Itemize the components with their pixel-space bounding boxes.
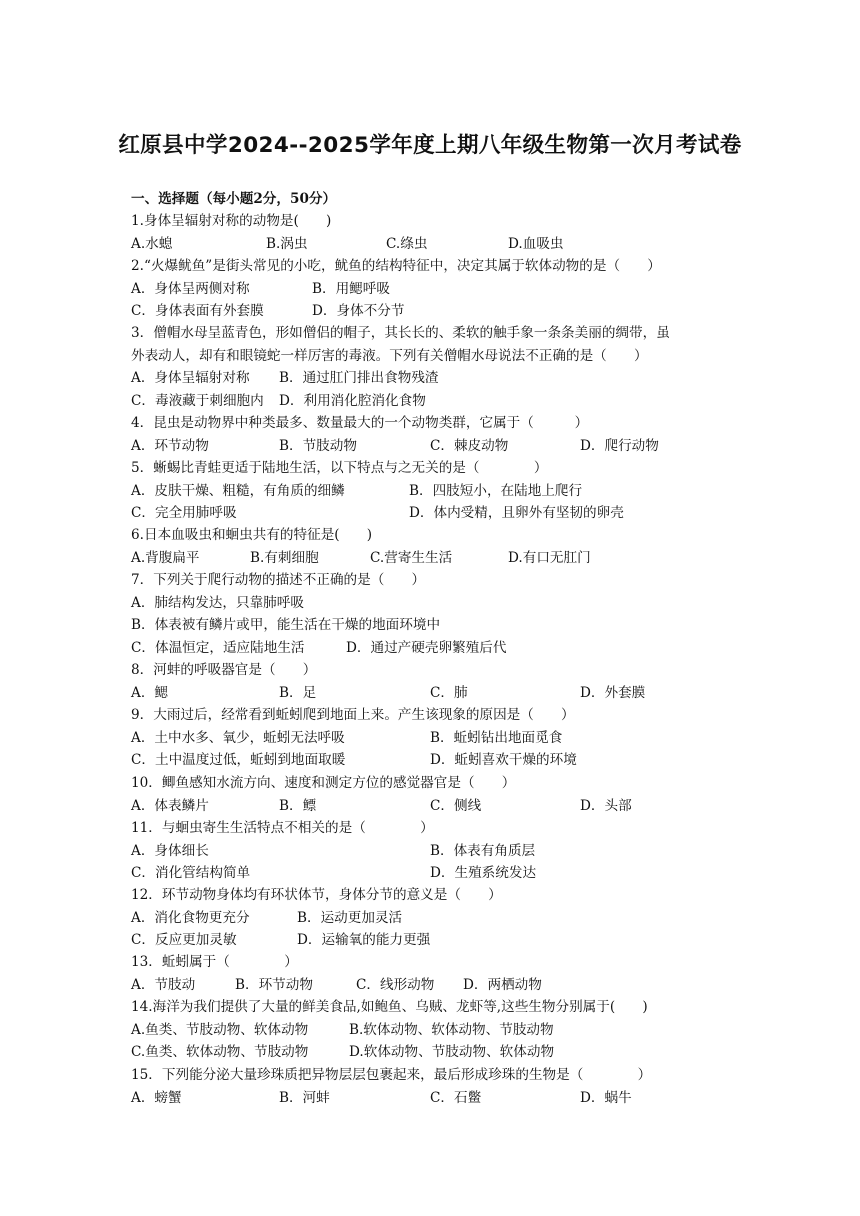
question-6-option-B: B.有刺细胞 xyxy=(250,549,319,566)
question-13-stem: 13．蚯蚓属于（ ） xyxy=(131,954,298,970)
question-6-option-A: A.背腹扁平 xyxy=(131,549,200,566)
question-15-option-A: A．螃蟹 xyxy=(131,1089,182,1106)
question-4-option-A: A．环节动物 xyxy=(131,437,209,454)
question-14-option-B: B.软体动物、软体动物、节肢动物 xyxy=(349,1021,554,1038)
question-1-option-C: C.绦虫 xyxy=(386,235,428,252)
question-7-option-B: B．体表被有鳞片或甲，能生活在干燥的地面环境中 xyxy=(131,617,441,633)
question-11-option-B: B．体表有角质层 xyxy=(430,842,536,859)
question-10-option-A: A．体表鳞片 xyxy=(131,797,209,814)
question-4-stem: 4．昆虫是动物界中种类最多、数量最大的一个动物类群，它属于（ ） xyxy=(131,415,589,431)
question-3-option-D: D．利用消化腔消化食物 xyxy=(279,392,426,409)
question-4-option-B: B．节肢动物 xyxy=(279,437,357,454)
question-6-stem: 6.日本血吸虫和蛔虫共有的特征是( ) xyxy=(131,527,373,543)
question-3-stem: 外表动人，却有和眼镜蛇一样厉害的毒液。下列有关僧帽水母说法不正确的是（ ） xyxy=(131,347,648,364)
question-5-option-D: D．体内受精，且卵外有坚韧的卵壳 xyxy=(409,505,624,521)
question-9-stem: 9．大雨过后，经常看到蚯蚓爬到地面上来。产生该现象的原因是（ ） xyxy=(131,707,575,723)
question-7-option-A: A．肺结构发达，只靠肺呼吸 xyxy=(131,594,304,611)
question-4-option-C: C．棘皮动物 xyxy=(430,437,509,454)
question-3-option-A: A．身体呈辐射对称 xyxy=(131,370,250,386)
question-8-option-D: D．外套膜 xyxy=(580,684,646,701)
question-9-option-D: D．蚯蚓喜欢干燥的环境 xyxy=(430,752,577,768)
question-1-option-B: B.涡虫 xyxy=(266,235,308,252)
question-2-stem: 2.“火爆鱿鱼”是街头常见的小吃，鱿鱼的结构特征中，决定其属于软体动物的是（ ） xyxy=(131,258,661,274)
section-heading: 一、选择题（每小题2分，50分） xyxy=(131,191,337,207)
question-15-option-B: B．河蚌 xyxy=(279,1089,330,1106)
question-5-option-A: A．皮肤干燥、粗糙，有角质的细鳞 xyxy=(131,482,345,499)
question-8-option-B: B．足 xyxy=(279,684,317,701)
question-13-option-B: B．环节动物 xyxy=(235,976,313,993)
question-5-option-C: C．完全用肺呼吸 xyxy=(131,505,237,521)
question-12-stem: 12．环节动物身体均有环状体节，身体分节的意义是（ ） xyxy=(131,887,502,903)
question-3-option-B: B．通过肛门排出食物残渣 xyxy=(279,370,439,386)
question-13-option-C: C．线形动物 xyxy=(356,976,435,993)
question-10-option-D: D．头部 xyxy=(580,797,632,814)
question-9-option-C: C．土中温度过低，蚯蚓到地面取暖 xyxy=(131,752,346,768)
question-12-option-D: D．运输氧的能力更强 xyxy=(297,932,431,948)
question-2-option-D: D．身体不分节 xyxy=(312,303,405,319)
question-6-option-C: C.营寄生生活 xyxy=(370,549,453,566)
question-7-option-D: D．通过产硬壳卵繁殖后代 xyxy=(346,639,507,656)
question-12-option-B: B．运动更加灵活 xyxy=(297,909,403,926)
question-2-option-B: B．用鳃呼吸 xyxy=(312,280,390,297)
question-1-option-D: D.血吸虫 xyxy=(508,235,564,252)
question-10-stem: 10．鲫鱼感知水流方向、速度和测定方位的感觉器官是（ ） xyxy=(131,775,516,791)
question-8-option-A: A．鳃 xyxy=(131,684,169,701)
question-2-option-C: C．身体表面有外套膜 xyxy=(131,303,264,319)
question-9-option-A: A．土中水多、氧少，蚯蚓无法呼吸 xyxy=(131,729,345,746)
question-12-option-A: A．消化食物更充分 xyxy=(131,909,250,926)
question-14-option-D: D.软体动物、节肢动物、软体动物 xyxy=(349,1044,555,1060)
page-title: 红原县中学2024--2025学年度上期八年级生物第一次月考试卷 xyxy=(118,133,742,158)
question-3-option-C: C．毒液藏于刺细胞内 xyxy=(131,392,264,409)
question-1-stem: 1.身体呈辐射对称的动物是( ) xyxy=(131,213,332,229)
question-15-option-C: C．石鳖 xyxy=(430,1089,482,1106)
question-10-option-C: C．侧线 xyxy=(430,797,482,814)
question-8-option-C: C．肺 xyxy=(430,684,468,701)
question-11-option-C: C．消化管结构简单 xyxy=(131,865,251,881)
question-5-stem: 5．蜥蜴比青蛙更适于陆地生活，以下特点与之无关的是（ ） xyxy=(131,460,548,476)
question-14-option-A: A.鱼类、节肢动物、软体动物 xyxy=(131,1021,309,1038)
question-2-option-A: A．身体呈两侧对称 xyxy=(131,280,250,297)
question-8-stem: 8．河蚌的呼吸器官是（ ） xyxy=(131,662,317,678)
question-11-option-A: A．身体细长 xyxy=(131,842,209,859)
question-7-stem: 7．下列关于爬行动物的描述不正确的是（ ） xyxy=(131,572,426,588)
question-4-option-D: D．爬行动物 xyxy=(580,437,659,454)
question-14-option-C: C.鱼类、软体动物、节肢动物 xyxy=(131,1044,309,1060)
question-13-option-D: D．两栖动物 xyxy=(463,976,542,993)
question-15-option-D: D．蜗牛 xyxy=(580,1089,632,1106)
question-11-stem: 11．与蛔虫寄生生活特点不相关的是（ ） xyxy=(131,820,434,836)
question-15-stem: 15．下列能分泌大量珍珠质把异物层层包裹起来，最后形成珍珠的生物是（ ） xyxy=(131,1067,652,1083)
question-1-option-A: A.水螅 xyxy=(131,235,173,252)
question-10-option-B: B．鳔 xyxy=(279,797,317,814)
question-3-stem: 3．僧帽水母呈蓝青色，形如僧侣的帽子，其长长的、柔软的触手象一条条美丽的绸带，虽 xyxy=(131,325,670,341)
question-14-stem: 14.海洋为我们提供了大量的鲜美食品,如鲍鱼、乌贼、龙虾等,这些生物分别属于( ) xyxy=(131,999,648,1015)
question-12-option-C: C．反应更加灵敏 xyxy=(131,932,237,948)
question-5-option-B: B．四肢短小，在陆地上爬行 xyxy=(409,482,583,499)
question-6-option-D: D.有口无肛门 xyxy=(508,549,591,566)
question-9-option-B: B．蚯蚓钻出地面觅食 xyxy=(430,729,563,746)
question-13-option-A: A．节肢动 xyxy=(131,976,196,993)
question-7-option-C: C．体温恒定，适应陆地生活 xyxy=(131,639,305,656)
question-11-option-D: D．生殖系统发达 xyxy=(430,865,537,881)
